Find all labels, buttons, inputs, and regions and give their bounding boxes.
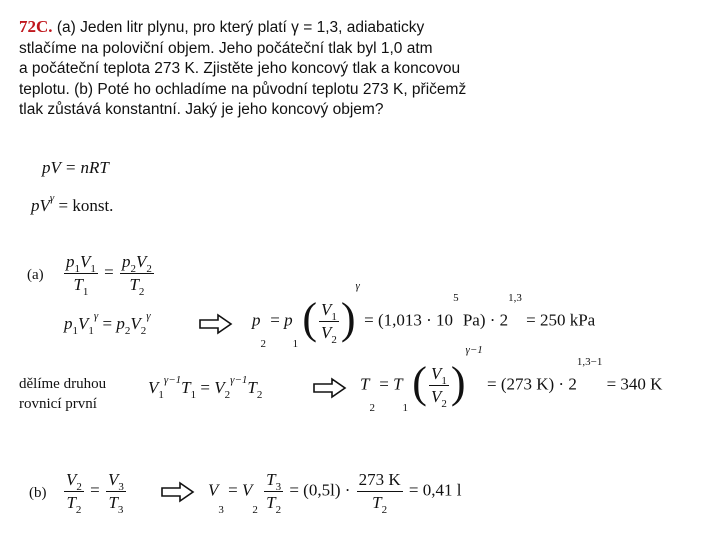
- pressure-result-equation: p2 = p1 ( $\frac{V1}{V2}$ )$^\gamma = (1,013 \cdot 10^5$ $Pa) \cdot 2^{1,3} = 250$ kPa: [252, 280, 596, 350]
- pressure-result-exponent: 5: [453, 292, 459, 304]
- problem-text-line-5: tlak zůstává konstantní. Jaký je jeho koncový objem?: [19, 101, 384, 119]
- problem-number: 72C.: [19, 17, 53, 36]
- adiabatic-pressure-equation: $p1V1^\gamma = p2V2^\gamma$: [64, 310, 151, 337]
- fraction-right: $\frac{p2V2}{T2}$: [121, 252, 152, 298]
- adiabatic-rhs: = konst.: [58, 196, 114, 215]
- volume-result-final: = 0,41 l: [408, 480, 462, 500]
- adiabatic-lhs: pV: [31, 196, 50, 215]
- divide-note: [19, 374, 106, 414]
- pressure-result-final: = 250 kPa: [521, 310, 596, 330]
- temperature-result-final: = 340 K: [602, 374, 663, 394]
- pressure-result-unit: Pa) · 2: [458, 310, 509, 330]
- implies-arrow-icon: [160, 481, 196, 503]
- problem-text-line-1: (a) Jeden litr plynu, pro který platí γ = 1,3, adiabaticky: [56, 19, 425, 36]
- isobaric-equation: $\frac{V2}{T2}$ = $\frac{V3}{T3}$: [66, 470, 124, 516]
- adiabatic-exponent: γ: [49, 192, 55, 204]
- adiabatic-equation: [31, 192, 114, 216]
- temperature-result-prefix: = (273 K) · 2: [487, 374, 577, 394]
- pressure-result-exponent-2: 1,3: [508, 292, 522, 304]
- implies-arrow-icon: [312, 377, 348, 399]
- part-a-label: (a): [27, 267, 44, 283]
- problem-text-line-3: a počáteční teplota 273 K. Zjistěte jeho koncový tlak a koncovou: [19, 60, 461, 78]
- part-b-label: (b): [29, 485, 47, 501]
- pressure-result-value: (1,013 · 10: [377, 310, 454, 330]
- problem-text-line-4: teplotu. (b) Poté ho ochladíme na původní teplotu 273 K, přičemž: [19, 80, 467, 98]
- problem-statement: [19, 17, 489, 121]
- volume-result-numerator: 273 K: [357, 470, 403, 492]
- volume-result-equation: V3 = V2 $\frac{T3}{T2}$ = (0,5l) · $\frac{273 K}{T2}$ = 0,41 l: [208, 470, 462, 516]
- temperature-volume-equation: $V1^{\gamma-1}T1 = V2^{\gamma-1}T2$: [148, 374, 263, 401]
- problem-text-line-2: stlačíme na poloviční objem. Jeho počáteční tlak byl 1,0 atm: [19, 39, 433, 57]
- divide-note-line-1: dělíme druhou: [19, 376, 107, 392]
- temperature-result-exponent: 1,3−1: [576, 356, 603, 368]
- temperature-result-equation: T2 = T1 ( $\frac{V1}{V2}$ )$^{\gamma-1}$ = (273 $K) \cdot 2^{1,3-1} = 340$ K: [360, 344, 663, 414]
- divide-note-line-2: rovnicí první: [19, 396, 97, 412]
- combined-gas-law: $\frac{p1V1}{T1}$ = $\frac{p2V2}{T2}$: [66, 252, 152, 298]
- fraction-left: $\frac{p1V1}{T1}$: [66, 252, 96, 298]
- ideal-gas-equation: pV = nRT: [42, 158, 109, 177]
- implies-arrow-icon: [198, 313, 234, 335]
- volume-result-mid: = (0,5l) ·: [289, 480, 351, 500]
